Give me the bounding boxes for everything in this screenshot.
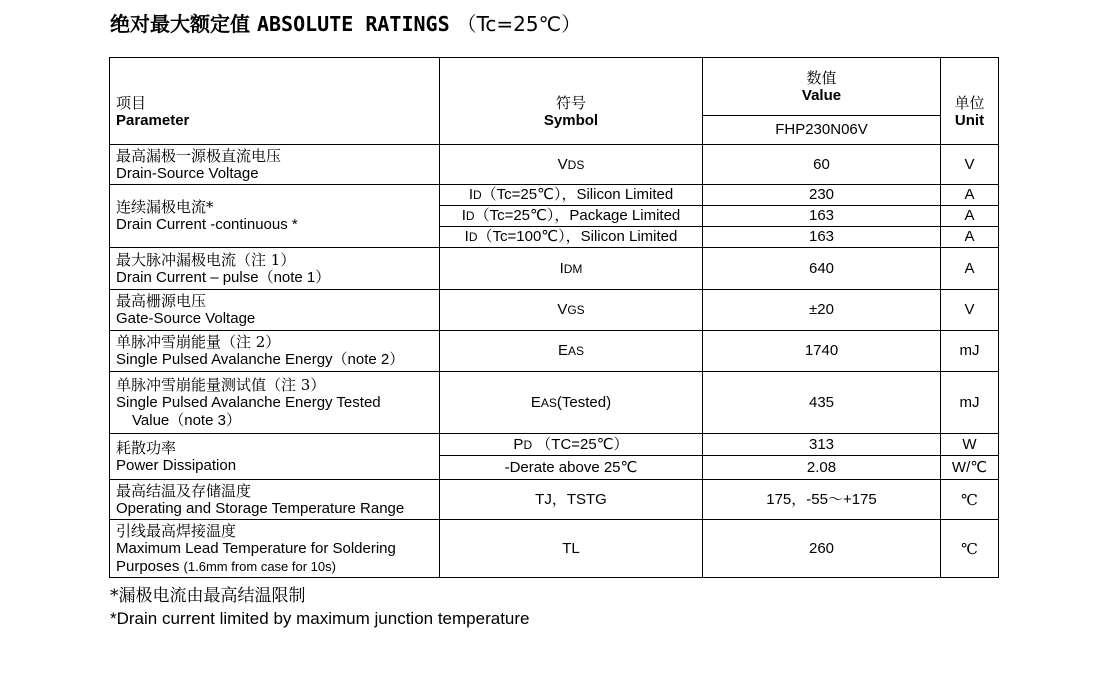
value-cell: 60 [703, 145, 941, 185]
symbol-cell: TL [440, 520, 703, 578]
unit-cell: ℃ [941, 480, 999, 520]
param-cell: 引线最高焊接温度 Maximum Lead Temperature for Soldering Purposes (1.6mm from case for 10s) [110, 520, 440, 578]
symbol-cell: ID（Tc=25℃），Package Limited [440, 206, 703, 227]
param-cell: 最高栅源电压 Gate-Source Voltage [110, 290, 440, 331]
footnote-zh: *漏极电流由最高结温限制 [110, 586, 306, 606]
param-cell: 最高结温及存储温度 Operating and Storage Temperature Range [110, 480, 440, 520]
value-cell: 163 [703, 227, 941, 248]
header-value: 数值 Value [703, 58, 941, 116]
value-cell: 313 [703, 434, 941, 456]
unit-cell: W/℃ [941, 456, 999, 480]
symbol-cell: IDM [440, 248, 703, 290]
header-part-number: FHP230N06V [703, 116, 941, 145]
param-cell: 单脉冲雪崩能量（注 2） Single Pulsed Avalanche Energy（note 2） [110, 331, 440, 372]
param-cell: 连续漏极电流* Drain Current -continuous * [110, 185, 440, 248]
symbol-cell: VDS [440, 145, 703, 185]
value-cell: 163 [703, 206, 941, 227]
symbol-cell: TJ，TSTG [440, 480, 703, 520]
table-row [110, 480, 999, 520]
param-cell: 耗散功率 Power Dissipation [110, 434, 440, 480]
footnote-en: *Drain current limited by maximum junction temperature [110, 609, 530, 628]
symbol-cell: -Derate above 25℃ [440, 456, 703, 480]
table-row [110, 185, 999, 206]
symbol-cell: ID（Tc=100℃），Silicon Limited [440, 227, 703, 248]
section-title [110, 8, 581, 37]
unit-cell: A [941, 206, 999, 227]
value-cell: 260 [703, 520, 941, 578]
value-cell: 1740 [703, 331, 941, 372]
section-title-zh: 绝对最大额定值 [110, 12, 250, 36]
unit-cell: A [941, 227, 999, 248]
value-cell: 640 [703, 248, 941, 290]
ratings-table [109, 57, 999, 578]
unit-cell: mJ [941, 331, 999, 372]
unit-cell: A [941, 248, 999, 290]
symbol-cell: EAS [440, 331, 703, 372]
param-cell: 单脉冲雪崩能量测试值（注 3） Single Pulsed Avalanche Energy Tested Value（note 3） [110, 372, 440, 434]
param-cell: 最大脉冲漏极电流（注 1） Drain Current – pulse（note 1） [110, 248, 440, 290]
section-title-en: ABSOLUTE RATINGS [256, 12, 450, 36]
table-row [110, 372, 999, 434]
header-symbol: 符号 Symbol [440, 58, 703, 145]
unit-cell: V [941, 290, 999, 331]
table-header-row [110, 58, 999, 116]
symbol-cell: EAS(Tested) [440, 372, 703, 434]
unit-cell: mJ [941, 372, 999, 434]
symbol-cell: VGS [440, 290, 703, 331]
unit-cell: ℃ [941, 520, 999, 578]
unit-cell: W [941, 434, 999, 456]
symbol-cell: PD （TC=25℃） [440, 434, 703, 456]
unit-cell: V [941, 145, 999, 185]
param-cell: 最高漏极一源极直流电压 Drain-Source Voltage [110, 145, 440, 185]
header-parameter: 项目 Parameter [110, 58, 440, 145]
value-cell: 230 [703, 185, 941, 206]
table-row [110, 290, 999, 331]
section-title-condition: （Tc=25℃） [456, 12, 582, 36]
value-cell: 2.08 [703, 456, 941, 480]
table-row [110, 248, 999, 290]
header-unit: 单位 Unit [941, 58, 999, 145]
table-row [110, 331, 999, 372]
table-row [110, 434, 999, 456]
value-cell: 435 [703, 372, 941, 434]
value-cell: 175，-55～+175 [703, 480, 941, 520]
table-row [110, 145, 999, 185]
symbol-cell: ID（Tc=25℃），Silicon Limited [440, 185, 703, 206]
table-row [110, 520, 999, 578]
value-cell: ±20 [703, 290, 941, 331]
unit-cell: A [941, 185, 999, 206]
